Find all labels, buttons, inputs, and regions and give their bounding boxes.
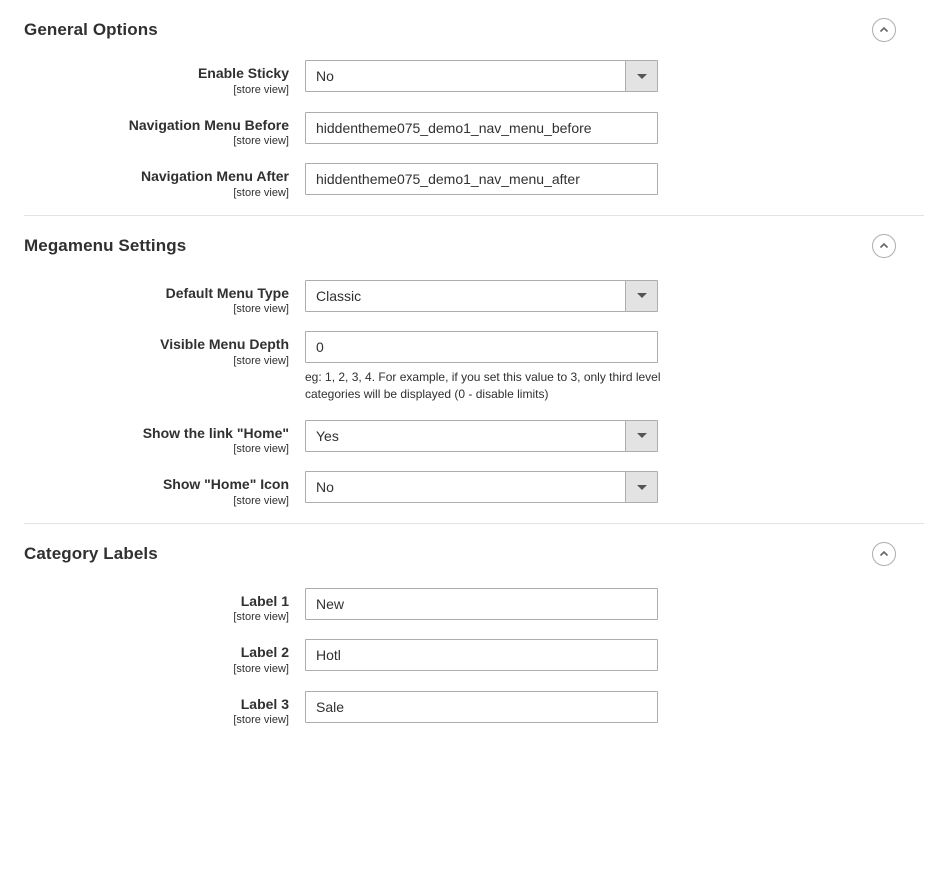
navigation-menu-before-input[interactable] [305,112,658,144]
field-scope: [store view] [233,83,289,96]
enable-sticky-value: No [316,68,334,84]
field-label: Show "Home" Icon [162,476,289,493]
field-visible-menu-depth [24,331,924,404]
chevron-up-circle-icon[interactable] [872,234,896,258]
section-body-megamenu-settings [24,272,924,507]
default-menu-type-value: Classic [316,287,362,304]
visible-menu-depth-note: eg: 1, 2, 3, 4. For example, if you set this value to 3, only third level categories will be displayed (0 - disable limits) [305,370,661,402]
field-control-col [305,471,924,503]
show-home-icon-select[interactable] [305,471,658,503]
field-label-3 [24,691,924,727]
field-label-col [24,639,305,675]
field-control-col [305,588,924,620]
enable-sticky-select[interactable] [305,60,658,92]
field-show-home-icon [24,471,924,507]
show-link-home-select[interactable] [305,420,658,452]
field-label: Navigation Menu Before [128,116,289,133]
field-scope: [store view] [233,662,289,675]
field-control-col [305,163,924,195]
field-scope: [store view] [233,186,289,199]
field-control-col [305,60,924,92]
section-body-general-options [24,56,924,199]
field-default-menu-type [24,280,924,316]
field-label-col [24,331,305,367]
field-scope: [store view] [233,354,289,367]
field-label: Label 3 [240,695,289,712]
field-label: Label 2 [240,644,289,661]
chevron-down-icon[interactable] [625,472,657,502]
field-label: Show the link "Home" [142,424,289,441]
default-menu-type-select[interactable] [305,280,658,312]
field-label-col [24,588,305,624]
field-scope: [store view] [233,443,289,456]
field-enable-sticky [24,60,924,96]
chevron-down-icon[interactable] [625,61,657,91]
field-show-link-home [24,420,924,456]
section-header-category-labels[interactable] [24,524,924,580]
field-label-col [24,112,305,148]
label-1-input[interactable] [305,588,658,620]
field-control-col [305,639,924,671]
chevron-down-icon[interactable] [625,421,657,451]
field-label: Default Menu Type [165,284,289,301]
field-label-col [24,471,305,507]
field-label-2 [24,639,924,675]
section-header-megamenu-settings[interactable] [24,216,924,272]
chevron-up-circle-icon[interactable] [872,18,896,42]
section-body-category-labels [24,580,924,727]
label-2-input[interactable] [305,639,658,671]
section-general-options [24,0,924,216]
section-title: General Options [24,20,158,39]
section-title: Category Labels [24,543,158,563]
show-home-icon-value: No [316,479,334,496]
field-control-col [305,691,924,723]
section-category-labels [24,524,924,727]
field-scope: [store view] [233,494,289,507]
field-control-col [305,331,924,404]
field-scope: [store view] [233,714,289,727]
field-label-col [24,420,305,456]
field-control-col [305,280,924,312]
field-label-1 [24,588,924,624]
field-label: Visible Menu Depth [160,336,289,352]
field-navigation-menu-before [24,112,924,148]
field-label: Label 1 [240,592,289,609]
field-scope: [store view] [233,303,289,315]
chevron-up-circle-icon[interactable] [872,542,896,566]
field-control-col [305,112,924,144]
field-label: Enable Sticky [197,65,289,81]
field-control-col [305,420,924,452]
section-megamenu-settings [24,216,924,524]
label-3-input[interactable] [305,691,658,723]
show-link-home-value: Yes [316,427,339,444]
field-label-col [24,691,305,727]
navigation-menu-after-input[interactable] [305,163,658,195]
section-header-general-options[interactable] [24,0,924,56]
visible-menu-depth-input[interactable] [305,331,658,363]
field-scope: [store view] [233,611,289,624]
chevron-down-icon[interactable] [625,281,657,311]
section-title: Megamenu Settings [24,235,187,255]
field-scope: [store view] [233,135,289,147]
field-label-col [24,163,305,199]
field-label-col [24,60,305,96]
field-navigation-menu-after [24,163,924,199]
field-label-col [24,280,305,316]
field-label: Navigation Menu After [140,168,289,184]
